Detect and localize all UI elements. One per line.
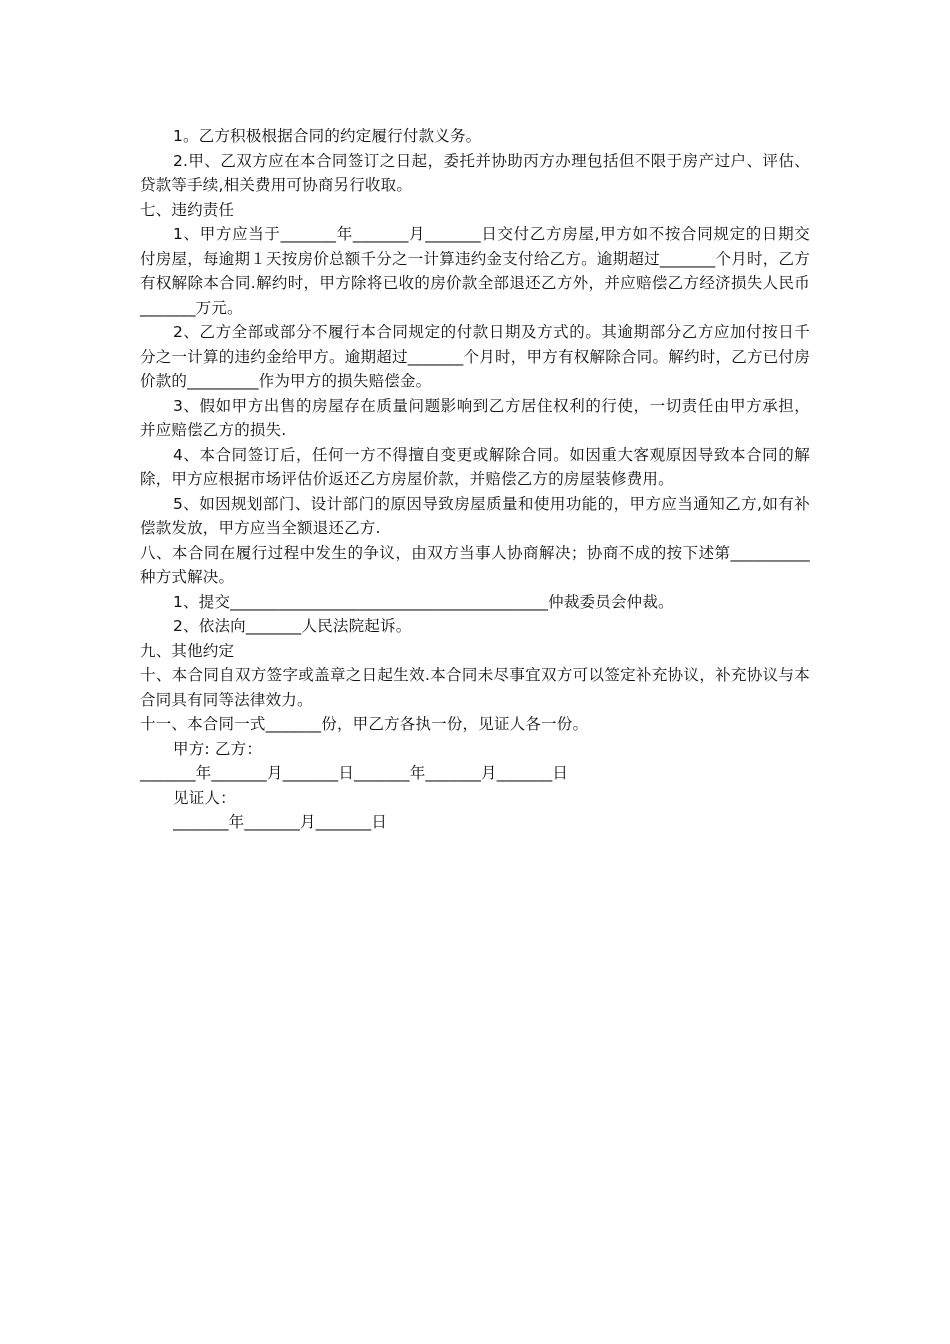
clause-no-modification: 4、本合同签订后，任何一方不得擅自变更或解除合同。如因重大客观原因导致本合同的解除，甲方应根据市场评估价返还乙方房屋价款，并赔偿乙方的房屋装修费用。 <box>140 445 810 488</box>
clause-transfer-procedures: 2.甲、乙双方应在本合同签订之日起，委托并协助丙方办理包括但不限于房产过户、评估、贷款等手续,相关费用可协商另行收取。 <box>140 151 810 194</box>
section-other-agreements: 九、其他约定 <box>140 641 235 660</box>
witness-label: 见证人： <box>173 788 236 807</box>
section-copies: 十一、本合同一式_______份，甲乙方各执一份，见证人各一份。 <box>140 715 589 733</box>
clause-quality-issues: 3、假如甲方出售的房屋存在质量问题影响到乙方居住权利的行使，一切责任由甲方承担，并应赔偿乙方的损失. <box>140 396 810 439</box>
clause-planning-compensation: 5、如因规划部门、设计部门的原因导致房屋质量和使用功能的，甲方应当通知乙方,如有补偿款发放，甲方应当全额退还乙方. <box>140 494 810 537</box>
clause-late-payment: 2、乙方全部或部分不履行本合同规定的付款日期及方式的。其逾期部分乙方应加付按日千分之一计算的违约金给甲方。逾期超过_______个月时，甲方有权解除合同。解约时，乙方已付房价款的_________作为甲方的损失赔偿金。 <box>140 323 810 390</box>
section-heading-breach-liability: 七、违约责任 <box>140 200 235 219</box>
section-dispute-resolution: 八、本合同在履行过程中发生的争议，由双方当事人协商解决；协商不成的按下述第__________种方式解决。 <box>140 543 810 586</box>
signature-dates-line: _______年_______月_______日_______年_______月_______日 <box>140 764 569 782</box>
option-litigation: 2、依法向_______人民法院起诉。 <box>173 617 412 635</box>
clause-payment-obligation: 1。乙方积极根据合同的约定履行付款义务。 <box>173 127 482 145</box>
option-arbitration: 1、提交________________________________________仲裁委员会仲裁。 <box>173 592 674 611</box>
clause-late-delivery: 1、甲方应当于_______年_______月_______日交付乙方房屋,甲方如不按合同规定的日期交付房屋，每逾期１天按房价总额千分之一计算违约金支付给乙方。逾期超过_______个月时，乙方有权解除本合同.解约时，甲方除将已收的房价款全部退还乙方外，并应赔偿乙方经济损失人民币_______万元。 <box>140 225 810 317</box>
witness-date-line: _______年_______月_______日 <box>173 813 388 831</box>
section-effectiveness: 十、本合同自双方签字或盖章之日起生效.本合同未尽事宜双方可以签定补充协议，补充协议与本合同具有同等法律效力。 <box>140 666 810 709</box>
contract-body <box>140 124 810 835</box>
signature-parties-label: 甲方: 乙方： <box>173 739 263 758</box>
